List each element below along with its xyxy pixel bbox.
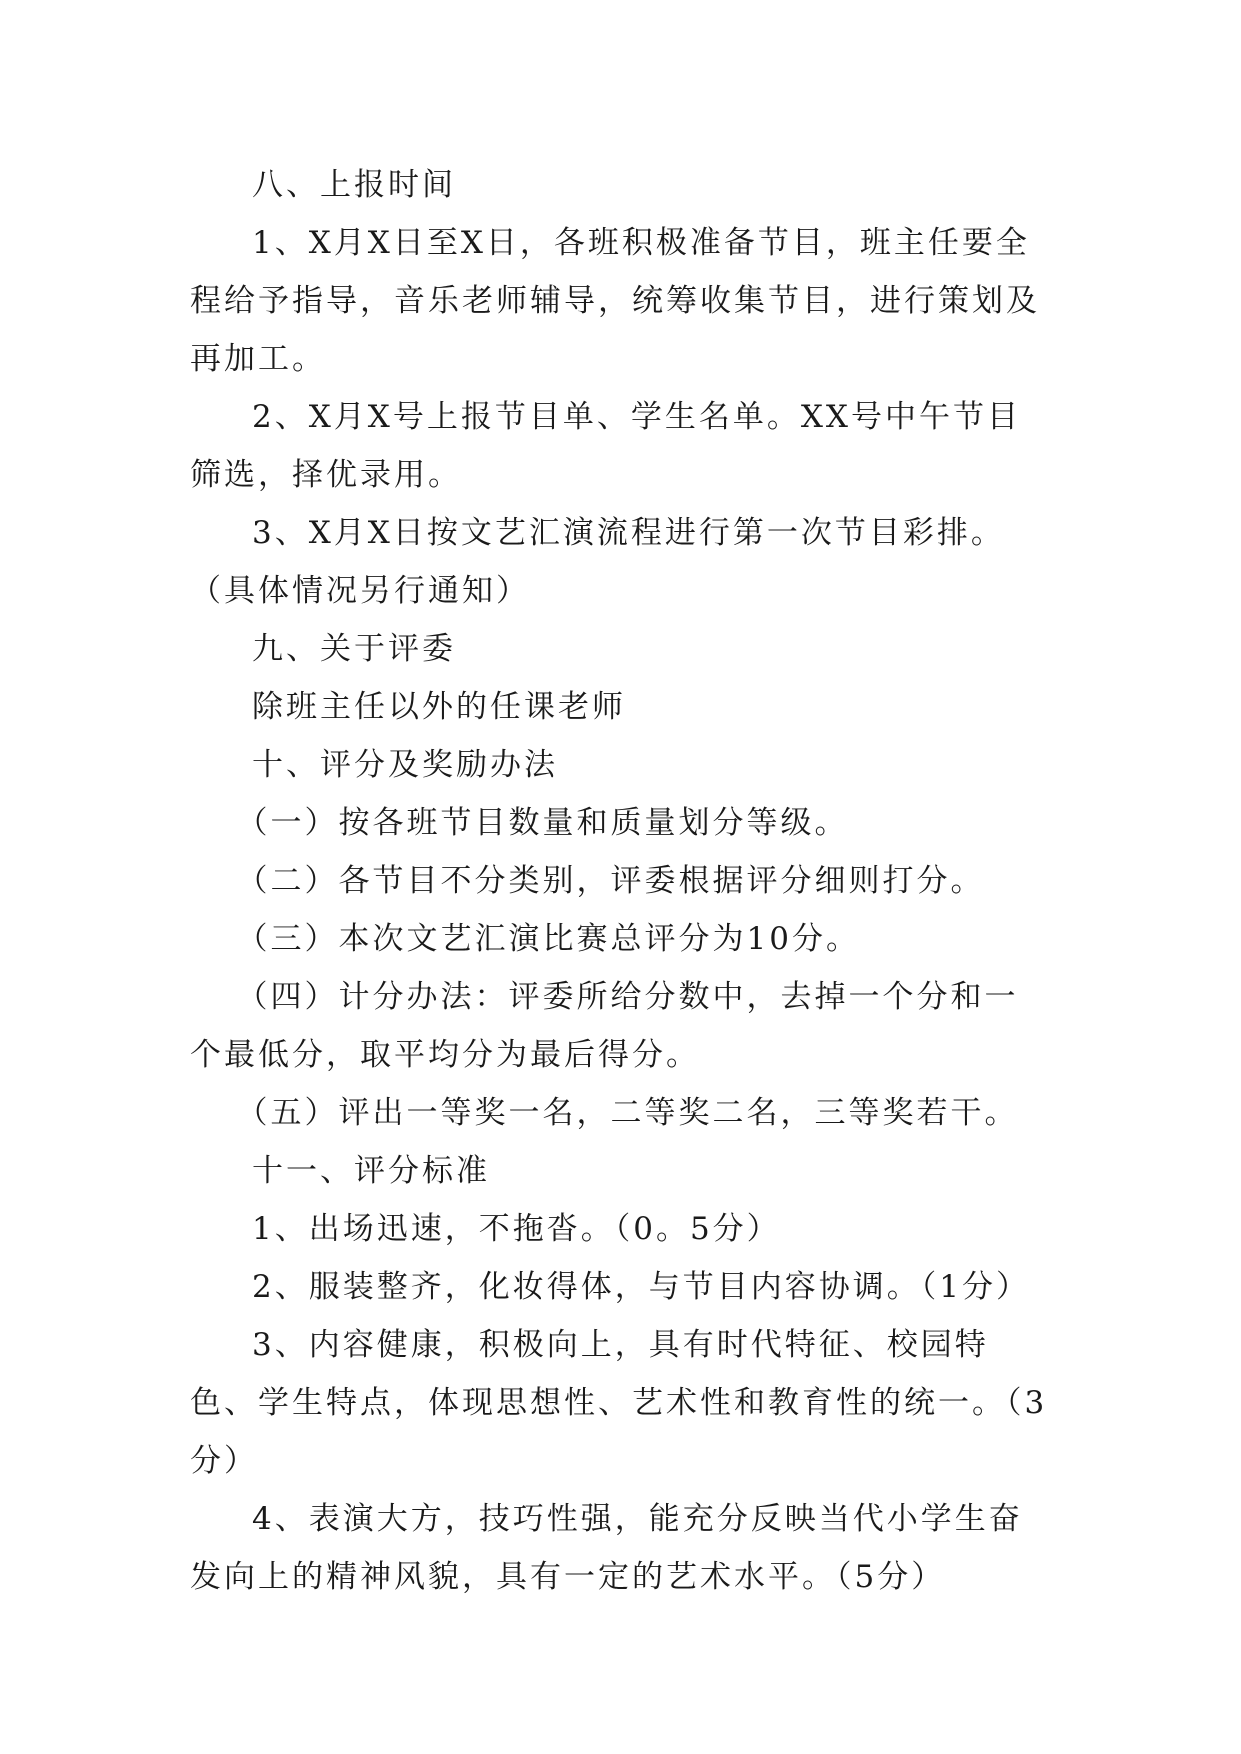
paragraph-item-1: 1、X月X日至X日，各班积极准备节目，班主任要全程给予指导，音乐老师辅导，统筹收集节目，进行策划及再加工。 bbox=[190, 225, 1040, 377]
paragraph-sub-4: （四）计分办法：评委所给分数中，去掉一个分和一个最低分，取平均分为最后得分。 bbox=[190, 979, 1019, 1073]
paragraph-item-2: 2、X月X号上报节目单、学生名单。XX号中午节目筛选，择优录用。 bbox=[190, 399, 1021, 493]
paragraph-sub-3: （三）本次文艺汇演比赛总评分为10分。 bbox=[236, 921, 860, 957]
document-body bbox=[190, 156, 1052, 1606]
criteria-item-3: 3、内容健康，积极向上，具有时代特征、校园特色、学生特点，体现思想性、艺术性和教育性的统一。（3分） bbox=[190, 1327, 1048, 1479]
paragraph-sub-2: （二）各节目不分类别，评委根据评分细则打分。 bbox=[236, 863, 985, 899]
section-heading-scoring-rewards: 十、评分及奖励办法 bbox=[252, 747, 558, 783]
paragraph-item-3: 3、X月X日按文艺汇演流程进行第一次节目彩排。（具体情况另行通知） bbox=[190, 515, 1005, 609]
section-heading-reporting-time: 八、上报时间 bbox=[252, 167, 456, 203]
criteria-item-4: 4、表演大方，技巧性强，能充分反映当代小学生奋发向上的精神风貌，具有一定的艺术水平。（5分） bbox=[190, 1501, 1023, 1595]
section-heading-criteria: 十一、评分标准 bbox=[252, 1153, 490, 1189]
paragraph-sub-5: （五）评出一等奖一名，二等奖二名，三等奖若干。 bbox=[236, 1095, 1019, 1131]
section-heading-judges: 九、关于评委 bbox=[252, 631, 456, 667]
criteria-item-1: 1、出场迅速，不拖沓。（0。5分） bbox=[252, 1211, 781, 1247]
paragraph-sub-1: （一）按各班节目数量和质量划分等级。 bbox=[236, 805, 849, 841]
paragraph-judges: 除班主任以外的任课老师 bbox=[252, 689, 626, 725]
criteria-item-2: 2、服装整齐，化妆得体，与节目内容协调。（1分） bbox=[252, 1269, 1030, 1305]
